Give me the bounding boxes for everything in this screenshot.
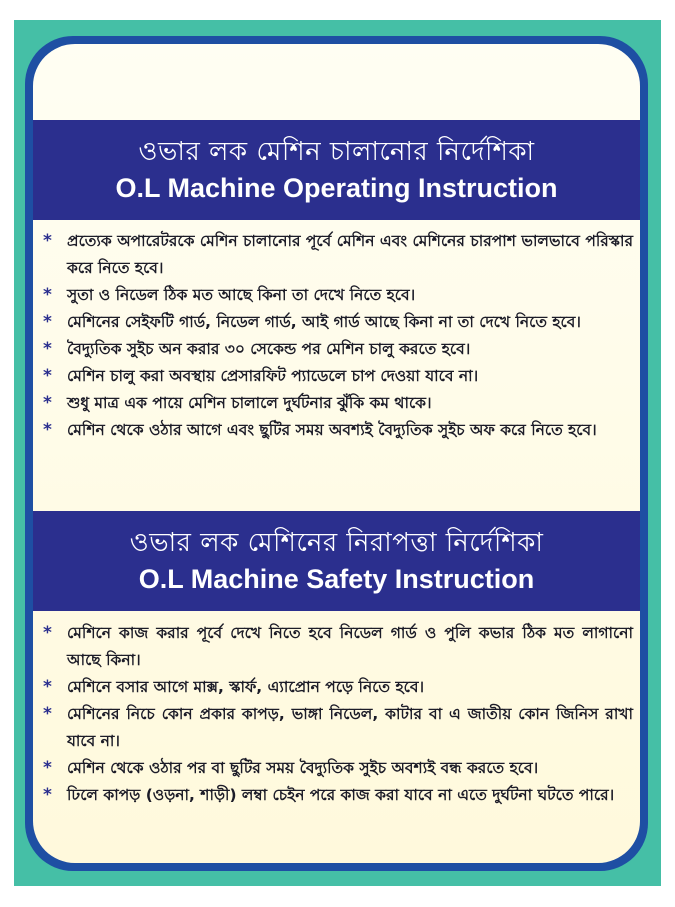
- bullet-icon: *: [43, 285, 52, 305]
- operating-title-en: O.L Machine Operating Instruction: [115, 173, 558, 203]
- list-item: * মেশিন চালু করা অবস্থায় প্রেসারফিট প্যাডেলে চাপ দেওয়া যাবে না।: [43, 363, 633, 390]
- bullet-icon: *: [43, 677, 52, 697]
- list-item: * বৈদ্যুতিক সুইচ অন করার ৩০ সেকেন্ড পর মেশিন চালু করতে হবে।: [43, 336, 633, 363]
- bullet-icon: *: [43, 785, 52, 805]
- list-item: * শুধু মাত্র এক পায়ে মেশিন চালালে দুর্ঘটনার ঝুঁকি কম থাকে।: [43, 390, 633, 417]
- bullet-icon: *: [43, 231, 52, 251]
- list-item: * সুতা ও নিডেল ঠিক মত আছে কিনা তা দেখে নিতে হবে।: [43, 282, 633, 309]
- safety-title-bn: ওভার লক মেশিনের নিরাপত্তা নির্দেশিকা: [129, 528, 544, 558]
- safety-list: [43, 620, 633, 809]
- bullet-icon: *: [43, 758, 52, 778]
- operating-title-bn: ওভার লক মেশিন চালানোর নির্দেশিকা: [138, 137, 535, 167]
- operating-list: [43, 228, 633, 444]
- safety-banner: [33, 511, 640, 611]
- list-item: * মেশিন থেকে ওঠার আগে এবং ছুটির সময় অবশ্যই বৈদ্যুতিক সুইচ অফ করে নিতে হবে।: [43, 417, 633, 444]
- bullet-icon: *: [43, 393, 52, 413]
- list-item: * মেশিনে কাজ করার পূর্বে দেখে নিতে হবে নিডেল গার্ড ও পুলি কভার ঠিক মত লাগানো আছে কিনা।: [43, 620, 633, 674]
- list-item: * ঢিলে কাপড় (ওড়না, শাড়ী) লম্বা চেইন পরে কাজ করা যাবে না এতে দুর্ঘটনা ঘটতে পারে।: [43, 782, 633, 809]
- operating-banner: [33, 120, 640, 220]
- list-item: * মেশিনে বসার আগে মাক্স, স্কার্ফ, এ্যাপ্রোন পড়ে নিতে হবে।: [43, 674, 633, 701]
- bullet-icon: *: [43, 623, 52, 643]
- list-item: * মেশিনের নিচে কোন প্রকার কাপড়, ভাঙ্গা নিডেল, কাটার বা এ জাতীয় কোন জিনিস রাখা যাবে না।: [43, 701, 633, 755]
- sign-panel: [33, 44, 640, 863]
- list-item: * প্রত্যেক অপারেটরকে মেশিন চালানোর পূর্বে মেশিন এবং মেশিনের চারপাশ ভালভাবে পরিস্কার করে নিতে হবে।: [43, 228, 633, 282]
- bullet-icon: *: [43, 704, 52, 724]
- list-item: * মেশিনের সেইফটি গার্ড, নিডেল গার্ড, আই গার্ড আছে কিনা না তা দেখে নিতে হবে।: [43, 309, 633, 336]
- bullet-icon: *: [43, 366, 52, 386]
- list-item: * মেশিন থেকে ওঠার পর বা ছুটির সময় বৈদ্যুতিক সুইচ অবশ্যই বন্ধ করতে হবে।: [43, 755, 633, 782]
- bullet-icon: *: [43, 312, 52, 332]
- bullet-icon: *: [43, 339, 52, 359]
- safety-title-en: O.L Machine Safety Instruction: [138, 564, 535, 594]
- bullet-icon: *: [43, 420, 52, 440]
